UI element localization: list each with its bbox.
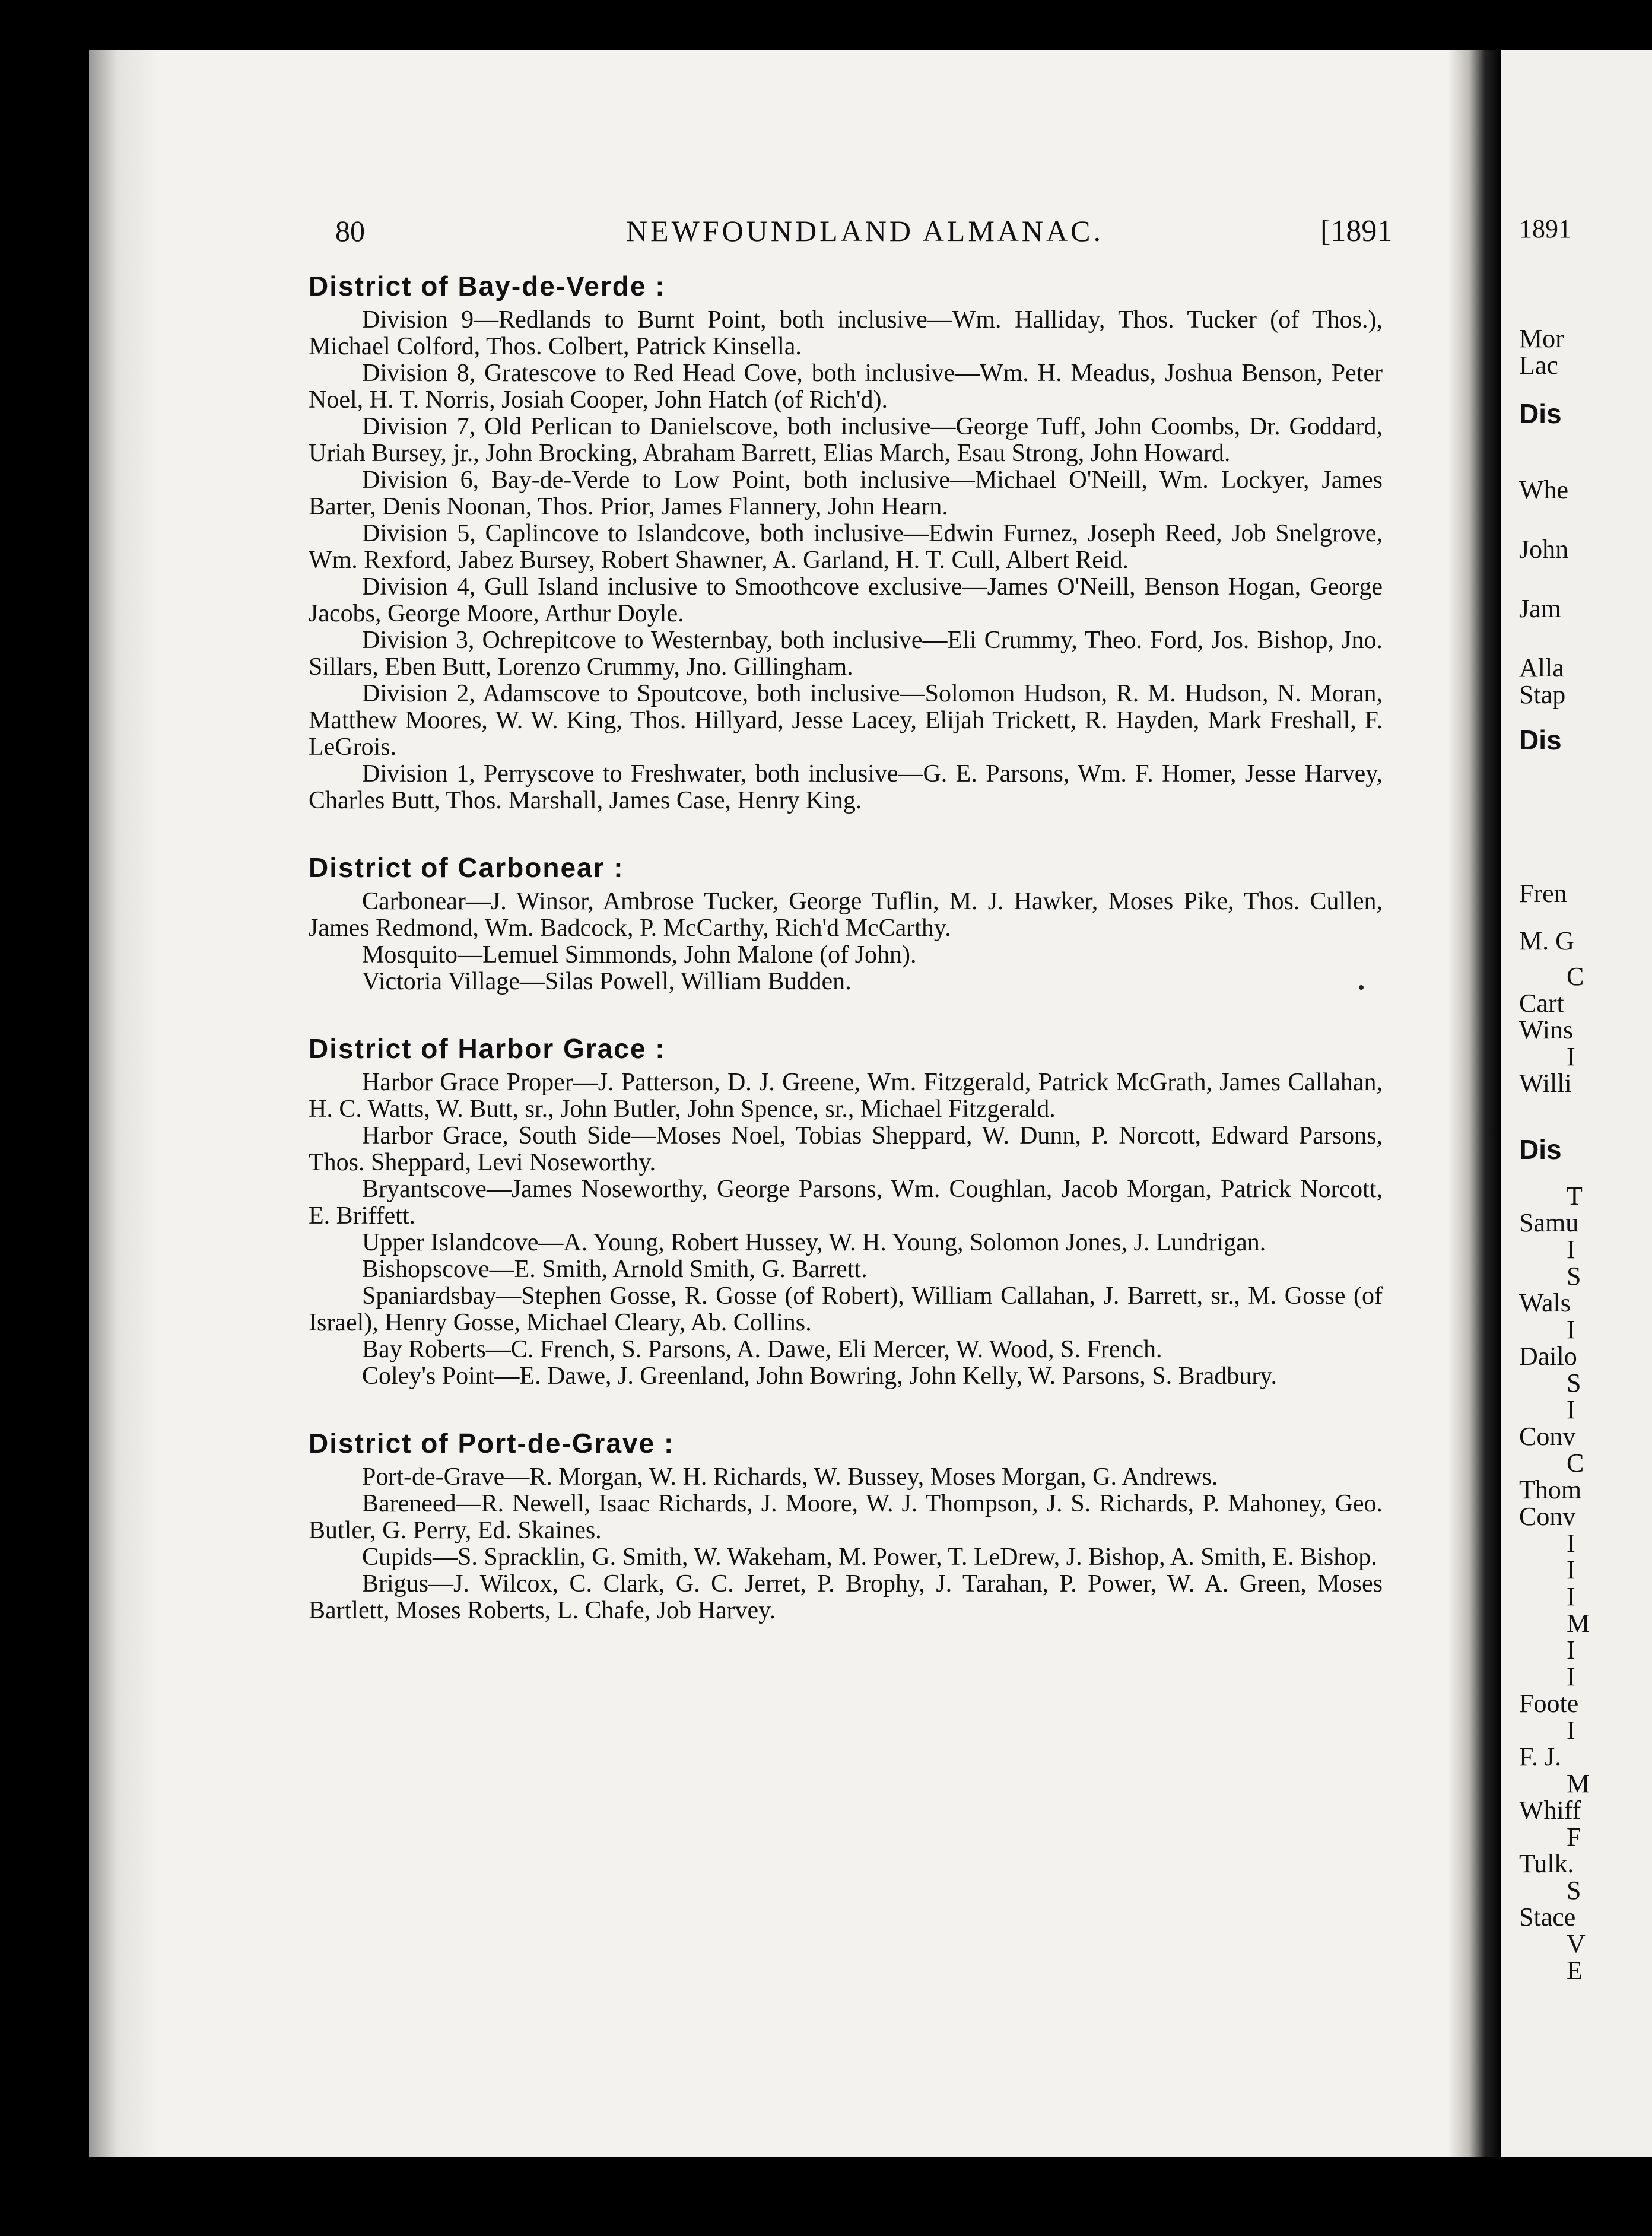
right-page-line-fragment: Cart	[1519, 989, 1564, 1018]
running-title: NEWFOUNDLAND ALMANAC.	[626, 214, 1104, 247]
district-entry: Harbor Grace, South Side—Moses Noel, Tobias Sheppard, W. Dunn, P. Norcott, Edward Parsons, Thos. Sheppard, Levi Noseworthy.	[309, 1122, 1383, 1176]
district-entry: Bareneed—R. Newell, Isaac Richards, J. Moore, W. J. Thompson, J. S. Richards, P. Mahoney, Geo. Butler, G. Perry, Ed. Skaines.	[309, 1490, 1383, 1544]
right-page-line-fragment: I	[1567, 1716, 1575, 1745]
right-page-line-fragment: I	[1567, 1555, 1575, 1584]
right-page-line-fragment: S	[1567, 1262, 1581, 1291]
right-page-line-fragment: Conv	[1519, 1502, 1576, 1531]
right-page-fragment	[1501, 50, 1652, 2157]
district-entry: Brigus—J. Wilcox, C. Clark, G. C. Jerret, P. Brophy, J. Tarahan, P. Power, W. A. Green, Moses Bartlett, Moses Roberts, L. Chafe, Job Harvey.	[309, 1570, 1383, 1624]
district-entry: Bay Roberts—C. French, S. Parsons, A. Dawe, Eli Mercer, W. Wood, S. French.	[362, 1336, 1162, 1363]
right-page-line-fragment: Stap	[1519, 680, 1566, 709]
header-year: [1891	[1320, 214, 1393, 248]
district-entry: Mosquito—Lemuel Simmonds, John Malone (of John).	[362, 941, 917, 968]
right-page-line-fragment: Lac	[1519, 351, 1558, 380]
district-entry: Spaniardsbay—Stephen Gosse, R. Gosse (of Robert), William Callahan, J. Barrett, sr., M. Gosse (of Israel), Henry Gosse, Michael Cleary, Ab. Collins.	[309, 1282, 1383, 1336]
right-page-heading-fragment: Dis	[1519, 398, 1562, 429]
right-page-line-fragment: I	[1567, 1582, 1575, 1611]
right-page-line-fragment: T	[1567, 1181, 1583, 1211]
district-entry: Victoria Village—Silas Powell, William Budden.	[362, 968, 852, 995]
right-page-line-fragment: Wins	[1519, 1015, 1574, 1044]
right-page-line-fragment: M. G	[1519, 926, 1574, 955]
district-entry: Harbor Grace Proper—J. Patterson, D. J. Greene, Wm. Fitzgerald, Patrick McGrath, James Callahan, H. C. Watts, W. Butt, sr., John Butler, John Spence, sr., Michael Fitzgerald.	[309, 1069, 1383, 1123]
right-page-line-fragment: Whiff	[1519, 1796, 1581, 1825]
right-page-line-fragment: F	[1567, 1822, 1581, 1851]
right-page-line-fragment: Conv	[1519, 1422, 1576, 1451]
right-page-line-fragment: Tulk.	[1519, 1849, 1574, 1878]
ink-speck	[1359, 985, 1364, 990]
district-entry: Division 5, Caplincove to Islandcove, both inclusive—Edwin Furnez, Joseph Reed, Job Snelgrove, Wm. Rexford, Jabez Bursey, Robert Shawner, A. Garland, H. T. Cull, Albert Reid.	[309, 520, 1383, 574]
district-heading: District of Bay-de-Verde :	[309, 271, 666, 301]
right-page-line-fragment: 1891	[1519, 214, 1571, 243]
district-entry: Cupids—S. Spracklin, G. Smith, W. Wakeham, M. Power, T. LeDrew, J. Bishop, A. Smith, E. Bishop.	[362, 1543, 1377, 1571]
right-page-line-fragment: Jam	[1519, 594, 1561, 623]
district-section	[309, 1430, 1383, 1624]
right-page-heading-fragment: Dis	[1519, 1134, 1562, 1165]
right-page-line-fragment: Mor	[1519, 324, 1564, 353]
right-page-line-fragment: I	[1567, 1662, 1575, 1691]
district-heading: District of Carbonear :	[309, 852, 624, 883]
right-page-line-fragment: S	[1567, 1876, 1581, 1905]
right-page-line-fragment: E	[1567, 1956, 1583, 1985]
right-page-line-fragment: John	[1519, 535, 1569, 564]
district-entry: Coley's Point—E. Dawe, J. Greenland, John Bowring, John Kelly, W. Parsons, S. Bradbury.	[362, 1362, 1278, 1390]
right-page-line-fragment: I	[1567, 1235, 1575, 1264]
district-section	[309, 852, 1383, 995]
right-page-line-fragment: Willi	[1519, 1069, 1572, 1098]
right-page-line-fragment: M	[1567, 1609, 1590, 1638]
right-page-line-fragment: S	[1567, 1368, 1581, 1398]
district-heading: District of Harbor Grace :	[309, 1033, 666, 1064]
page-content	[309, 267, 1383, 1665]
district-entry: Division 8, Gratescove to Red Head Cove, both inclusive—Wm. H. Meadus, Joshua Benson, Peter Noel, H. T. Norris, Josiah Cooper, John Hatch (of Rich'd).	[309, 360, 1383, 414]
district-entry: Port-de-Grave—R. Morgan, W. H. Richards, W. Bussey, Moses Morgan, G. Andrews.	[362, 1463, 1218, 1491]
right-page-line-fragment: I	[1567, 1635, 1575, 1665]
right-page-line-fragment: I	[1567, 1315, 1575, 1344]
right-page-line-fragment: Fren	[1519, 879, 1567, 908]
page-header	[335, 214, 1393, 261]
page-number: 80	[335, 214, 365, 247]
right-page-line-fragment: I	[1567, 1395, 1575, 1424]
district-entry: Upper Islandcove—A. Young, Robert Hussey, W. H. Young, Solomon Jones, J. Lundrigan.	[362, 1229, 1266, 1256]
district-entry: Division 2, Adamscove to Spoutcove, both inclusive—Solomon Hudson, R. M. Hudson, N. Moran, Matthew Moores, W. W. King, Thos. Hillyard, Jesse Lacey, Elijah Trickett, R. Hayden, Mark Freshall, F. LeGrois.	[309, 680, 1383, 761]
right-page-line-fragment: C	[1567, 1449, 1584, 1478]
district-entry: Carbonear—J. Winsor, Ambrose Tucker, George Tuflin, M. J. Hawker, Moses Pike, Thos. Cullen, James Redmond, Wm. Badcock, P. McCarthy, Rich'd McCarthy.	[309, 888, 1383, 942]
right-page-line-fragment: Thom	[1519, 1475, 1582, 1504]
right-page-line-fragment: I	[1567, 1042, 1575, 1071]
right-page-line-fragment: Wals	[1519, 1288, 1571, 1317]
right-page-line-fragment: Samu	[1519, 1208, 1579, 1237]
district-entry: Division 3, Ochrepitcove to Westernbay, both inclusive—Eli Crummy, Theo. Ford, Jos. Bishop, Jno. Sillars, Eben Butt, Lorenzo Crummy, Jno. Gillingham.	[309, 627, 1383, 681]
district-entry: Division 4, Gull Island inclusive to Smoothcove exclusive—James O'Neill, Benson Hogan, George Jacobs, George Moore, Arthur Doyle.	[309, 573, 1383, 627]
right-page-line-fragment: Stace	[1519, 1902, 1576, 1932]
district-entry: Division 6, Bay-de-Verde to Low Point, both inclusive—Michael O'Neill, Wm. Lockyer, James Barter, Denis Noonan, Thos. Prior, James Flannery, John Hearn.	[309, 466, 1383, 520]
district-section	[309, 1033, 1383, 1390]
right-page-line-fragment: Alla	[1519, 653, 1564, 682]
right-page-line-fragment: V	[1567, 1929, 1586, 1958]
right-page-line-fragment: F. J.	[1519, 1742, 1562, 1771]
book-gutter	[1448, 50, 1501, 2157]
right-page-line-fragment: I	[1567, 1529, 1575, 1558]
right-page-line-fragment: C	[1567, 962, 1584, 991]
district-entry: Division 7, Old Perlican to Danielscove, both inclusive—George Tuff, John Coombs, Dr. Goddard, Uriah Bursey, jr., John Brocking, Abraham Barrett, Elias March, Esau Strong, John Howard.	[309, 413, 1383, 467]
district-entry: Division 1, Perryscove to Freshwater, both inclusive—G. E. Parsons, Wm. F. Homer, Jesse Harvey, Charles Butt, Thos. Marshall, James Case, Henry King.	[309, 760, 1383, 814]
right-page-line-fragment: Whe	[1519, 475, 1569, 504]
right-page-line-fragment: Dailo	[1519, 1342, 1577, 1371]
district-section	[309, 273, 1383, 814]
district-heading: District of Port-de-Grave :	[309, 1428, 675, 1459]
right-page-heading-fragment: Dis	[1519, 725, 1562, 755]
right-page-line-fragment: Foote	[1519, 1689, 1579, 1718]
district-entry: Bryantscove—James Noseworthy, George Parsons, Wm. Coughlan, Jacob Morgan, Patrick Norcott, E. Briffett.	[309, 1176, 1383, 1230]
district-entry: Bishopscove—E. Smith, Arnold Smith, G. Barrett.	[362, 1256, 868, 1283]
district-entry: Division 9—Redlands to Burnt Point, both inclusive—Wm. Halliday, Thos. Tucker (of Thos.), Michael Colford, Thos. Colbert, Patrick Kinsella.	[309, 306, 1383, 360]
right-page-line-fragment: M	[1567, 1769, 1590, 1798]
page-binding-shadow	[89, 50, 160, 2157]
